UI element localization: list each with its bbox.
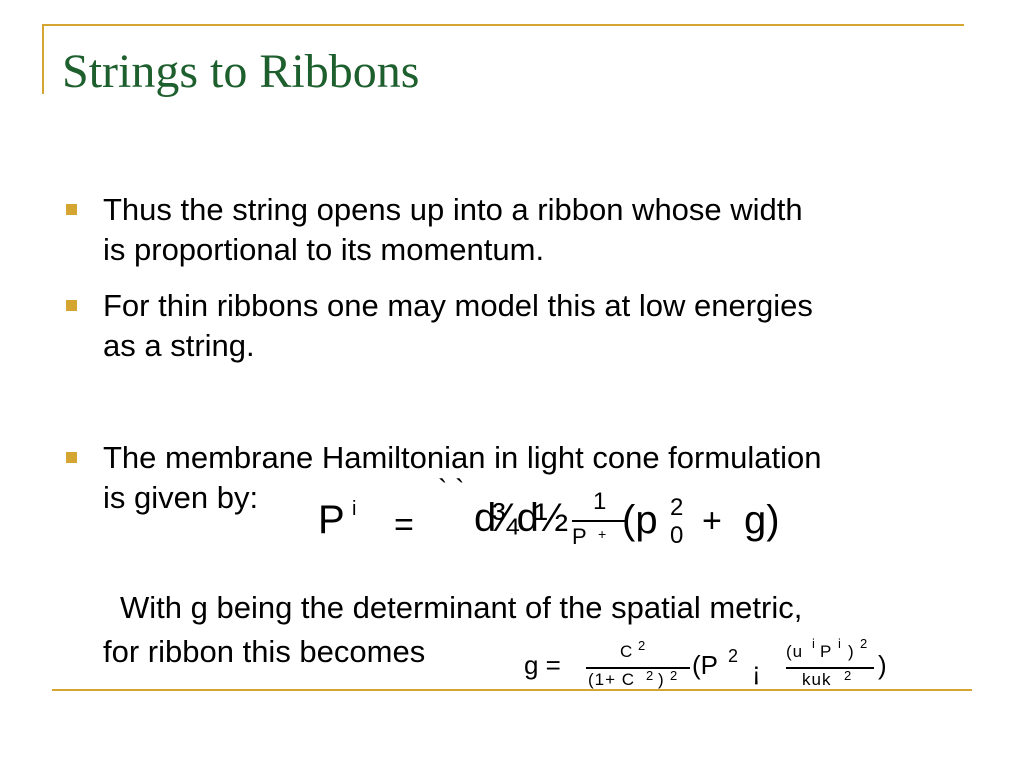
metric-c-num: C	[620, 642, 634, 661]
bullet-line: For thin ribbons one may model this at low energies	[103, 288, 813, 323]
formula-tail: g)	[744, 498, 780, 542]
formula-garble: ` `	[438, 474, 465, 505]
metric-c-den-sup: 2	[646, 668, 654, 683]
bullet-line: as a string.	[103, 328, 255, 363]
bullet-text	[103, 190, 973, 270]
left-rule	[42, 24, 44, 94]
hamiltonian-formula	[310, 474, 810, 558]
followup-line: With g being the determinant of the spatial metric,	[120, 590, 803, 625]
formula-frac-num: 1	[593, 488, 607, 515]
metric-u-num-close: )	[848, 642, 855, 661]
formula-equals: =	[394, 506, 414, 544]
square-bullet-icon	[66, 452, 77, 463]
metric-c-den-pow: 2	[670, 668, 678, 683]
formula-lhs: P	[318, 498, 345, 542]
metric-formula	[520, 634, 900, 690]
metric-u-den-sup: 2	[844, 668, 852, 683]
bottom-rule	[52, 689, 972, 691]
formula-frac-den: P	[572, 524, 587, 549]
fraction-bar	[572, 520, 626, 522]
slide-title: Strings to Ribbons	[62, 45, 420, 98]
formula-p-sup: 2	[670, 494, 684, 521]
bullet-line: The membrane Hamiltonian in light cone formulation	[103, 440, 822, 475]
metric-lhs: g =	[524, 650, 561, 680]
followup-line: for ribbon this becomes	[103, 634, 426, 669]
metric-u-num-p: P	[820, 642, 833, 661]
formula-paren-open: (p	[622, 498, 658, 542]
metric-minus: ¡	[752, 656, 761, 686]
square-bullet-icon	[66, 204, 77, 215]
metric-mid: (P	[692, 650, 718, 680]
formula-p-sub: 0	[670, 522, 684, 549]
metric-c-num-sup: 2	[638, 638, 646, 653]
metric-close: )	[878, 650, 887, 680]
bullet-line: Thus the string opens up into a ribbon whose width	[103, 192, 803, 227]
metric-u-num: (u	[786, 642, 804, 661]
metric-c-den-close: )	[658, 670, 665, 689]
top-rule	[42, 24, 964, 26]
square-bullet-icon	[66, 300, 77, 311]
metric-c-den: (1+ C	[588, 670, 636, 689]
metric-mid-sup: 2	[728, 646, 739, 666]
metric-u-num-sup1: i	[812, 636, 815, 651]
bullet-text	[103, 286, 973, 366]
metric-u-num-sup2: i	[838, 636, 841, 651]
formula-plus: +	[702, 502, 722, 540]
formula-integrand: d³⁄₄d½	[474, 496, 565, 540]
formula-frac-den-sup: +	[598, 526, 607, 542]
bullet-line: is given by:	[103, 480, 259, 515]
fraction-bar	[786, 667, 874, 669]
bullet-line: is proportional to its momentum.	[103, 232, 545, 267]
metric-u-num-pow: 2	[860, 636, 868, 651]
formula-lhs-sup: i	[352, 498, 357, 520]
metric-u-den: kuk	[802, 670, 832, 689]
